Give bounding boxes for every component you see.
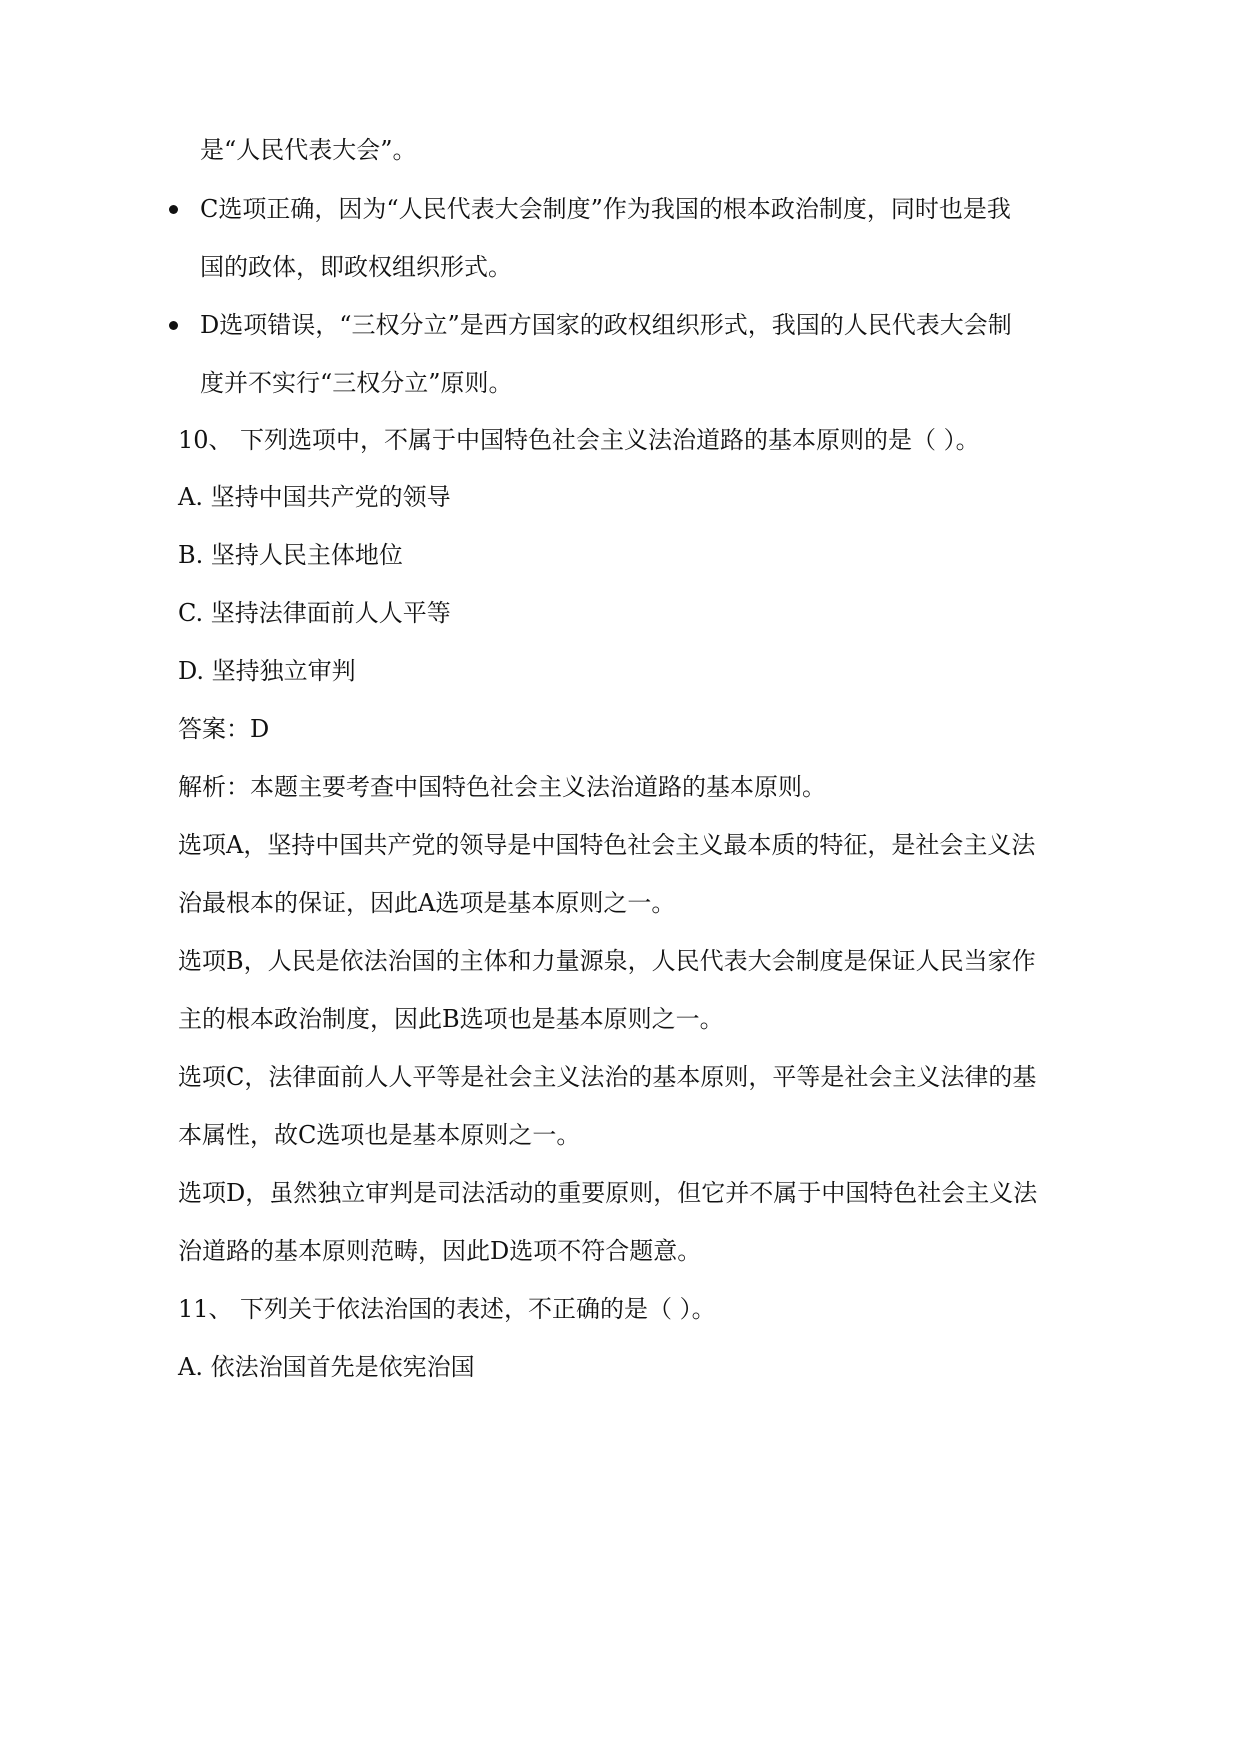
bullet-d-line1: D选项错误，“三权分立”是西方国家的政权组织形式，我国的人民代表大会制 — [200, 311, 1012, 339]
question-11-stem: 下列关于依法治国的表述，不正确的是（ ）。 — [240, 1295, 716, 1323]
question-10-option-b: B. 坚持人民主体地位 — [178, 541, 403, 569]
question-10-number: 10、 — [178, 426, 233, 454]
question-11-option-a: A. 依法治国首先是依宪治国 — [178, 1353, 475, 1381]
explanation-c-line2: 本属性，故C选项也是基本原则之一。 — [178, 1121, 581, 1149]
explanation-d-line1: 选项D，虽然独立审判是司法活动的重要原则，但它并不属于中国特色社会主义法 — [178, 1179, 1038, 1207]
question-10-stem: 下列选项中，不属于中国特色社会主义法治道路的基本原则的是（ ）。 — [240, 426, 980, 454]
explanation-c-line1: 选项C，法律面前人人平等是社会主义法治的基本原则，平等是社会主义法律的基 — [178, 1063, 1037, 1091]
bullet-c-line1: C选项正确，因为“人民代表大会制度”作为我国的根本政治制度，同时也是我 — [200, 195, 1011, 223]
question-11-number: 11、 — [178, 1295, 233, 1323]
question-10-option-a: A. 坚持中国共产党的领导 — [178, 483, 451, 511]
continuation-line: 是“人民代表大会”。 — [200, 136, 417, 164]
explanation-b-line2: 主的根本政治制度，因此B选项也是基本原则之一。 — [178, 1005, 724, 1033]
bullet-d-line2: 度并不实行“三权分立”原则。 — [200, 369, 513, 397]
explanation-d-line2: 治道路的基本原则范畴，因此D选项不符合题意。 — [178, 1237, 702, 1265]
bullet-c-line2: 国的政体，即政权组织形式。 — [200, 253, 512, 281]
bullet-dot — [169, 321, 178, 330]
question-10-option-d: D. 坚持独立审判 — [178, 657, 356, 685]
question-10-answer: 答案：D — [178, 715, 270, 743]
question-11-stem-line — [178, 1294, 716, 1324]
explanation-a-line2: 治最根本的保证，因此A选项是基本原则之一。 — [178, 889, 676, 917]
explanation-b-line1: 选项B，人民是依法治国的主体和力量源泉，人民代表大会制度是保证人民当家作 — [178, 947, 1036, 975]
explanation-a-line1: 选项A，坚持中国共产党的领导是中国特色社会主义最本质的特征，是社会主义法 — [178, 831, 1036, 859]
question-10-option-c: C. 坚持法律面前人人平等 — [178, 599, 451, 627]
question-10-stem-line — [178, 425, 980, 455]
question-10-analysis: 解析：本题主要考查中国特色社会主义法治道路的基本原则。 — [178, 773, 826, 801]
bullet-dot — [169, 205, 178, 214]
